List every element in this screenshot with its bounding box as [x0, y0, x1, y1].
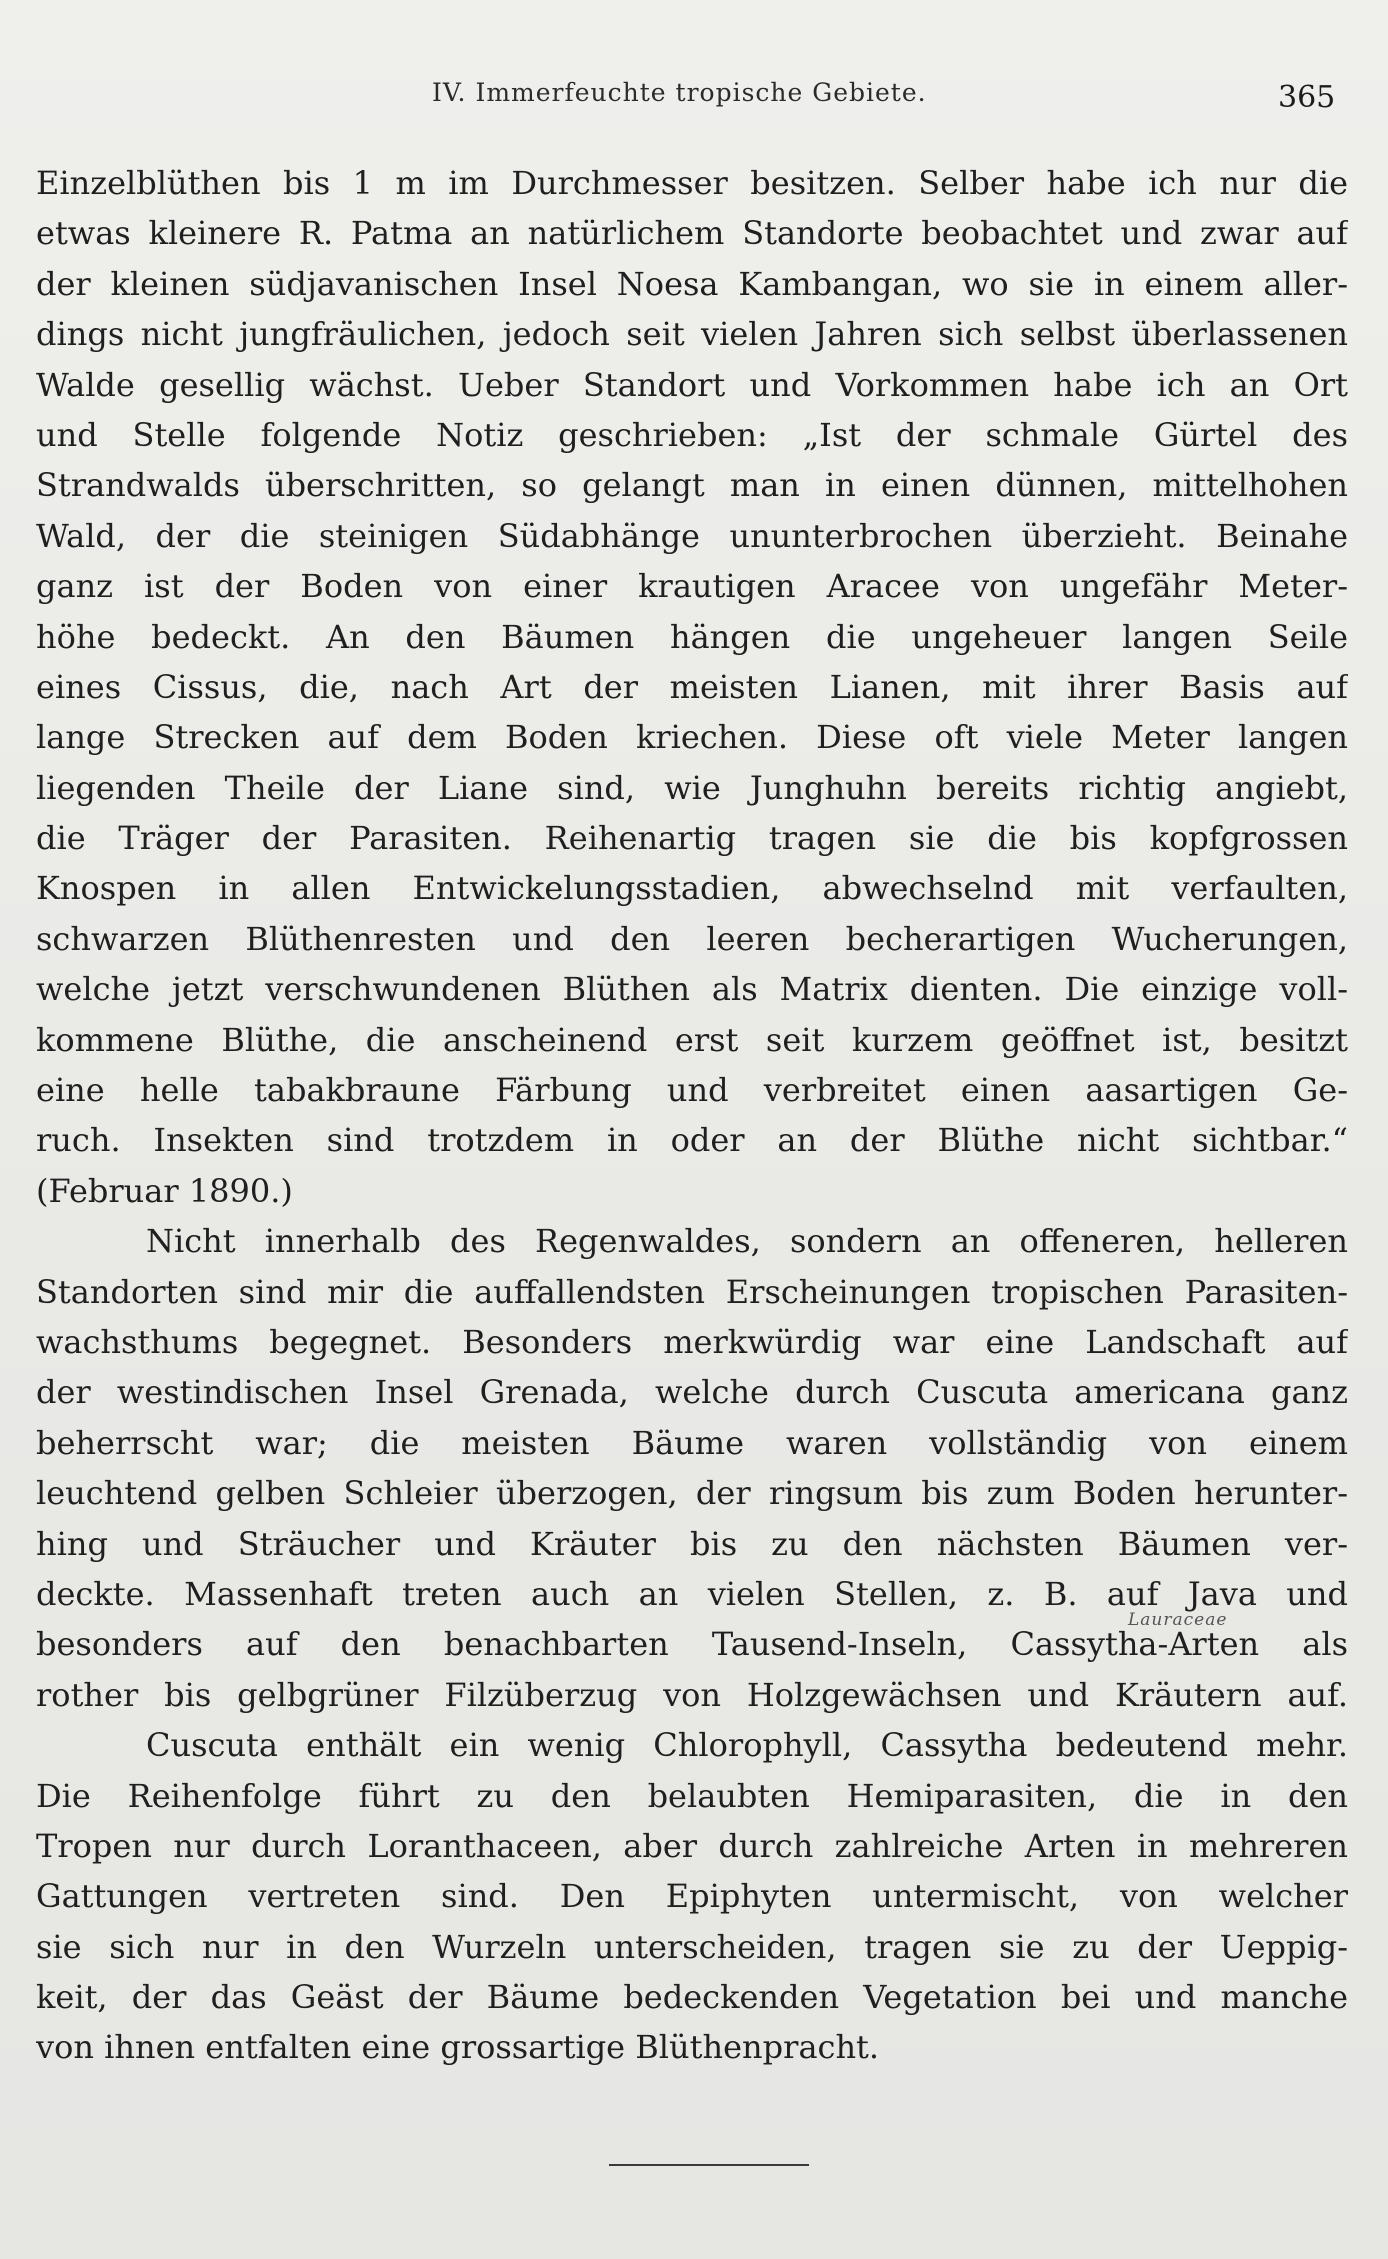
- text-line: welche jetzt verschwundenen Blüthen als Matrix dienten. Die einzige voll-: [36, 970, 1348, 1009]
- text-line: leuchtend gelben Schleier überzogen, der ringsum bis zum Boden herunter-: [36, 1474, 1348, 1513]
- text-line: rother bis gelbgrüner Filzüberzug von Holzgewächsen und Kräutern auf.: [36, 1675, 1348, 1714]
- text-line: Die Reihenfolge führt zu den belaubten Hemiparasiten, die in den: [36, 1776, 1348, 1815]
- text-line: beherrscht war; die meisten Bäume waren vollständig von einem: [36, 1423, 1348, 1462]
- footer-rule: [609, 2164, 809, 2166]
- text-line: schwarzen Blüthenresten und den leeren becherartigen Wucherungen,: [36, 919, 1348, 958]
- text-line: liegenden Theile der Liane sind, wie Junghuhn bereits richtig angiebt,: [36, 768, 1348, 807]
- body-text: [36, 158, 1348, 2073]
- text-line: hing und Sträucher und Kräuter bis zu den nächsten Bäumen ver-: [36, 1524, 1348, 1563]
- text-line: der westindischen Insel Grenada, welche durch Cuscuta americana ganz: [36, 1373, 1348, 1412]
- text-line: Nicht innerhalb des Regenwaldes, sondern an offeneren, helleren: [146, 1222, 1348, 1261]
- text-line: eine helle tabakbraune Färbung und verbreitet einen aasartigen Ge-: [36, 1071, 1348, 1110]
- text-line: dings nicht jungfräulichen, jedoch seit vielen Jahren sich selbst überlassenen: [36, 315, 1348, 354]
- text-line: deckte. Massenhaft treten auch an vielen Stellen, z. B. auf Java und: [36, 1574, 1348, 1613]
- page-number: 365: [1278, 80, 1336, 115]
- text-line: Gattungen vertreten sind. Den Epiphyten untermischt, von welcher: [36, 1877, 1348, 1916]
- text-line: eines Cissus, die, nach Art der meisten Lianen, mit ihrer Basis auf: [36, 667, 1348, 706]
- text-line: wachsthums begegnet. Besonders merkwürdig war eine Landschaft auf: [36, 1322, 1348, 1361]
- text-line: lange Strecken auf dem Boden kriechen. Diese oft viele Meter langen: [36, 718, 1348, 757]
- text-line: Walde gesellig wächst. Ueber Standort und Vorkommen habe ich an Ort: [36, 365, 1348, 404]
- text-line: Standorten sind mir die auffallendsten Erscheinungen tropischen Parasiten-: [36, 1272, 1348, 1311]
- text-line: höhe bedeckt. An den Bäumen hängen die ungeheuer langen Seile: [36, 617, 1348, 656]
- text-line: Cuscuta enthält ein wenig Chlorophyll, Cassytha bedeutend mehr.: [146, 1726, 1348, 1765]
- text-line: Strandwalds überschritten, so gelangt man in einen dünnen, mittelhohen: [36, 466, 1348, 505]
- text-line: die Träger der Parasiten. Reihenartig tragen sie die bis kopfgrossen: [36, 819, 1348, 858]
- text-line: der kleinen südjavanischen Insel Noesa Kambangan, wo sie in einem aller-: [36, 264, 1348, 303]
- text-line: und Stelle folgende Notiz geschrieben: „Ist der schmale Gürtel des: [36, 415, 1348, 454]
- text-line: besonders auf den benachbarten Tausend-Inseln, Cassytha-Arten als: [36, 1625, 1348, 1664]
- text-line: Knospen in allen Entwickelungsstadien, abwechselnd mit verfaulten,: [36, 869, 1348, 908]
- text-line: sie sich nur in den Wurzeln unterscheiden, tragen sie zu der Ueppig-: [36, 1927, 1348, 1966]
- text-line: ruch. Insekten sind trotzdem in oder an der Blüthe nicht sichtbar.“: [36, 1121, 1348, 1160]
- handwritten-margin-note: Lauraceae: [1128, 1610, 1228, 1630]
- text-line: keit, der das Geäst der Bäume bedeckenden Vegetation bei und manche: [36, 1978, 1348, 2017]
- running-title: IV. Immerfeuchte tropische Gebiete.: [432, 78, 927, 107]
- text-line: Tropen nur durch Loranthaceen, aber durch zahlreiche Arten in mehreren: [36, 1826, 1348, 1865]
- text-line: Einzelblüthen bis 1 m im Durchmesser besitzen. Selber habe ich nur die: [36, 164, 1348, 202]
- text-line: (Februar 1890.): [36, 1171, 293, 1210]
- text-line: ganz ist der Boden von einer krautigen Aracee von ungefähr Meter-: [36, 567, 1348, 606]
- text-line: Wald, der die steinigen Südabhänge ununterbrochen überzieht. Beinahe: [36, 516, 1348, 555]
- text-line: kommene Blüthe, die anscheinend erst seit kurzem geöffnet ist, besitzt: [36, 1020, 1348, 1059]
- running-head: [0, 78, 1388, 114]
- text-line: etwas kleinere R. Patma an natürlichem Standorte beobachtet und zwar auf: [36, 214, 1348, 253]
- text-line: von ihnen entfalten eine grossartige Blüthenpracht.: [36, 2028, 880, 2067]
